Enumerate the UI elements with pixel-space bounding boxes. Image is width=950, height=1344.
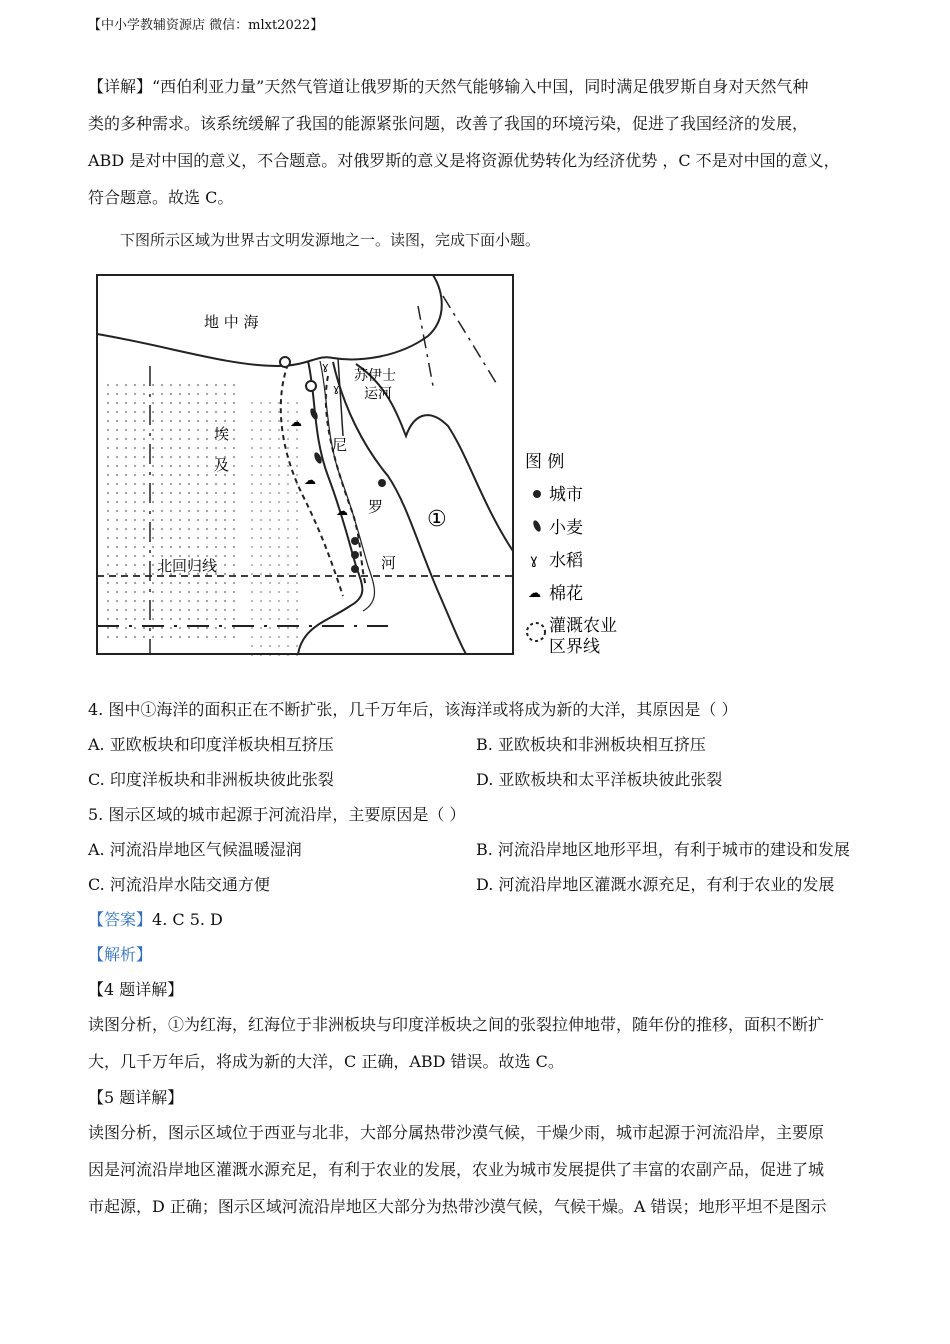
city-marker [306, 381, 316, 391]
header-watermark: 【中小学教辅资源店 微信：mlxt2022】 [88, 18, 324, 33]
q5-option-c: C. 河流沿岸水陆交通方便 [88, 875, 270, 894]
label-tropic: 北回归线 [157, 557, 218, 575]
detail-line-2: 类的多种需求。该系统缓解了我国的能源紧张问题，改善了我国的环境污染，促进了我国经济的发展， [88, 114, 809, 133]
legend-city: 城市 [549, 485, 583, 505]
label-suez-2: 运河 [364, 386, 392, 402]
rice-marker: ɣ [322, 360, 329, 373]
q5-option-a: A. 河流沿岸地区气候温暖湿润 [88, 840, 302, 859]
legend-cotton-symbol: ☁ [528, 586, 541, 601]
city-marker [351, 565, 359, 573]
label-egypt-1: 埃 [214, 425, 230, 443]
cotton-marker: ☁ [304, 473, 316, 487]
label-mediterranean: 地 中 海 [204, 313, 259, 331]
q4-option-c: C. 印度洋板块和非洲板块彼此张裂 [88, 770, 334, 789]
city-marker [378, 479, 386, 487]
nile-map-figure [88, 266, 648, 666]
detail5-line-1: 读图分析，图示区域位于西亚与北非，大部分属热带沙漠气候，干燥少雨，城市起源于河流沿岸，主要原 [88, 1123, 825, 1142]
detail4-line-1: 读图分析，①为红海，红海位于非洲板块与印度洋板块之间的张裂拉伸地带，随年份的推移，面积不断扩 [88, 1015, 825, 1034]
answer-text: 4. C 5. D [152, 910, 223, 929]
irrigation-boundary-east [326, 376, 366, 586]
cotton-marker: ☁ [336, 504, 348, 518]
cotton-marker: ☁ [290, 415, 302, 429]
q5-option-b: B. 河流沿岸地区地形平坦，有利于城市的建设和发展 [476, 840, 850, 859]
legend-rice: 水稻 [549, 551, 583, 571]
answer-label: 【答案】 [88, 910, 153, 929]
legend-irrigation-symbol [527, 623, 545, 641]
analysis-label: 【解析】 [88, 945, 153, 964]
detail5-line-3: 市起源，D 正确；图示区域河流沿岸地区大部分为热带沙漠气候，气候干燥。A 错误；地形平坦不是图示 [88, 1197, 827, 1216]
legend-wheat: 小麦 [549, 518, 583, 538]
detail4-label: 【4 题详解】 [88, 980, 184, 999]
border-line-ne [418, 296, 498, 386]
label-egypt-2: 及 [214, 456, 230, 474]
q4-option-a: A. 亚欧板块和印度洋板块相互挤压 [88, 735, 334, 754]
rice-marker: ɣ [333, 382, 340, 395]
answer-line [88, 907, 223, 930]
legend-irrigation-2: 区界线 [549, 637, 600, 657]
city-marker [351, 537, 359, 545]
detail-line-4: 符合题意。故选 C。 [88, 188, 234, 207]
legend-cotton: 棉花 [549, 584, 583, 604]
q4-option-b: B. 亚欧板块和非洲板块相互挤压 [476, 735, 706, 754]
mediterranean-coastline [97, 275, 442, 366]
city-marker [351, 551, 359, 559]
detail5-label: 【5 题详解】 [88, 1088, 184, 1107]
detail-line-3: ABD 是对中国的意义，不合题意。对俄罗斯的意义是将资源优势转化为经济优势 ，C 不是对中国的意义， [88, 151, 840, 170]
legend-wheat-symbol [532, 519, 543, 532]
question-intro: 下图所示区域为世界古文明发源地之一。读图，完成下面小题。 [120, 231, 541, 249]
legend-rice-symbol: ɣ [530, 553, 538, 568]
detail4-line-2: 大，几千万年后，将成为新的大洋，C 正确，ABD 错误。故选 C。 [88, 1052, 564, 1071]
label-nile-1: 尼 [332, 436, 348, 454]
label-nile-3: 河 [381, 554, 397, 572]
wheat-marker [309, 407, 320, 420]
label-red-sea: ① [427, 507, 447, 532]
detail5-line-2: 因是河流沿岸地区灌溉水源充足，有利于农业的发展，农业为城市发展提供了丰富的农副产品，促进了城 [88, 1160, 825, 1179]
city-marker [280, 357, 290, 367]
q4-stem: 4. 图中①海洋的面积正在不断扩张，几千万年后，该海洋或将成为新的大洋，其原因是（ ） [88, 700, 738, 719]
detail-line-1: 【详解】“西伯利亚力量”天然气管道让俄罗斯的天然气能够输入中国，同时满足俄罗斯自身对天然气种 [88, 77, 809, 96]
label-suez-1: 苏伊士 [354, 368, 396, 384]
legend-title: 图 例 [525, 452, 565, 472]
q5-option-d: D. 河流沿岸地区灌溉水源充足，有利于农业的发展 [476, 875, 835, 894]
desert-dots-west [102, 384, 242, 642]
label-nile-2: 罗 [368, 498, 384, 516]
legend-irrigation-1: 灌溉农业 [549, 616, 617, 636]
q4-option-d: D. 亚欧板块和太平洋板块彼此张裂 [476, 770, 723, 789]
q5-stem: 5. 图示区域的城市起源于河流沿岸，主要原因是（ ） [88, 805, 466, 824]
desert-dots-central [248, 396, 303, 656]
legend-city-symbol [533, 490, 541, 498]
